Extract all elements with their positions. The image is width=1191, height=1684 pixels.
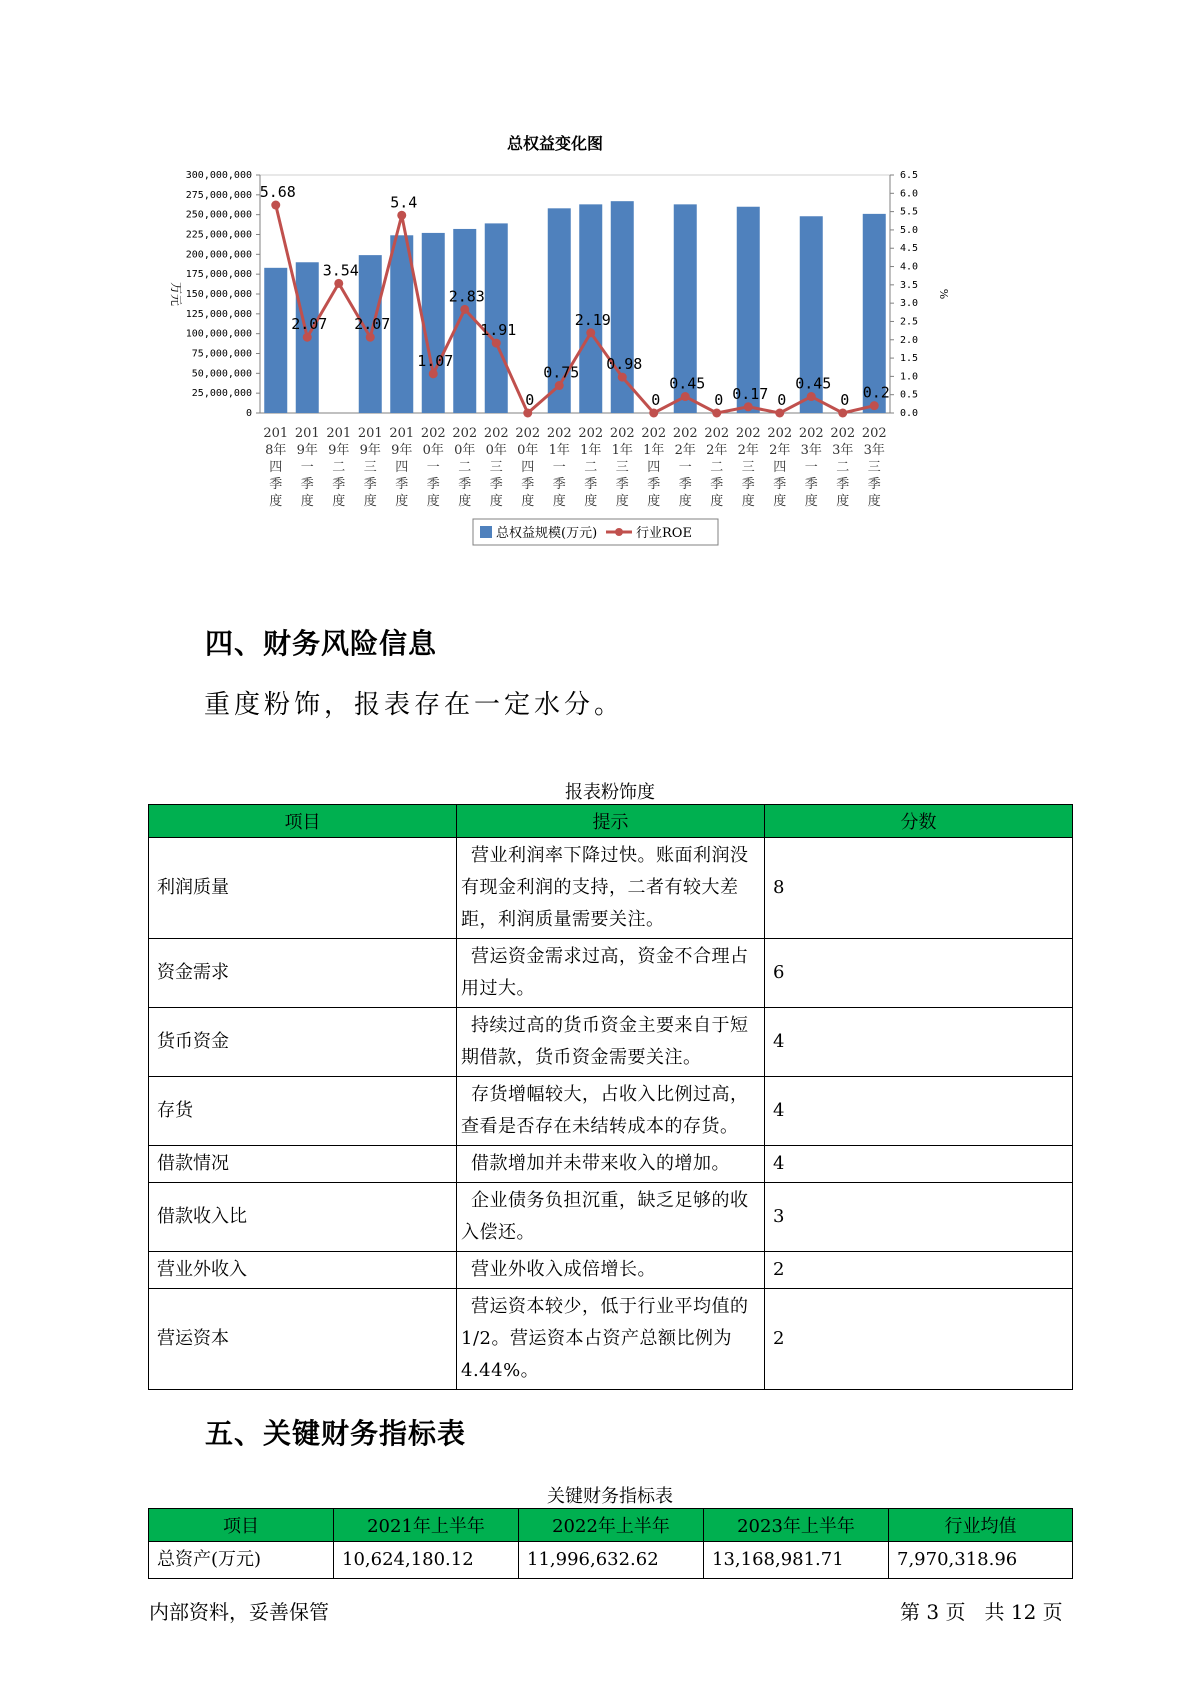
y2-tick-label: 2.0	[900, 334, 919, 346]
y2-tick-label: 0.0	[900, 408, 919, 419]
roe-point	[303, 333, 312, 342]
roe-data-label: 2.19	[574, 310, 611, 329]
indicator-header: 行业均值	[889, 1509, 1073, 1542]
roe-point	[618, 373, 627, 382]
x-tick-label: 202 1年二季度	[578, 426, 604, 509]
roe-data-label: 0	[840, 391, 850, 409]
x-tick-label: 201 8年四季度	[263, 426, 289, 509]
roe-point	[429, 369, 438, 378]
indicator-header: 2021年上半年	[334, 1509, 519, 1542]
chart-title: 总权益变化图	[506, 134, 604, 153]
risk-score-cell: 4	[765, 1008, 1073, 1077]
roe-point	[366, 333, 375, 342]
equity-chart	[160, 130, 960, 560]
roe-point	[271, 201, 280, 210]
roe-point	[460, 305, 469, 314]
y-axis-title: 万元	[169, 281, 183, 307]
x-tick-label: 201 9年四季度	[389, 426, 415, 509]
x-tick-label: 201 9年一季度	[294, 426, 320, 509]
roe-data-label: 0	[714, 391, 724, 409]
roe-data-label: 0	[525, 391, 535, 409]
y2-tick-label: 6.0	[900, 188, 919, 200]
indicator-cell: 10,624,180.12	[334, 1542, 519, 1579]
risk-hint-cell: 持续过高的货币资金主要来自于短期借款，货币资金需要关注。	[457, 1008, 765, 1077]
bar-equity	[264, 268, 287, 413]
risk-hint-cell: 营运资本较少，低于行业平均值的1/2。营运资本占资产总额比例为4.44%。	[457, 1289, 765, 1390]
risk-row	[149, 1183, 1073, 1252]
risk-item-cell: 货币资金	[149, 1008, 457, 1077]
x-tick-label: 202 0年三季度	[483, 426, 509, 509]
risk-item-cell: 借款情况	[149, 1146, 457, 1183]
y2-tick-label: 2.5	[900, 316, 919, 328]
y-tick-label: 75,000,000	[191, 348, 252, 360]
y-tick-label: 225,000,000	[185, 229, 252, 241]
risk-hint-cell: 借款增加并未带来收入的增加。	[457, 1146, 765, 1183]
y-tick-label: 125,000,000	[185, 308, 252, 320]
y-tick-label: 0	[245, 408, 252, 419]
risk-row	[149, 1289, 1073, 1390]
roe-point	[744, 402, 753, 411]
y-tick-label: 100,000,000	[185, 328, 252, 340]
legend-label-equity: 总权益规模(万元)	[496, 526, 598, 541]
risk-item-cell: 存货	[149, 1077, 457, 1146]
footer-page-number: 第 3 页 共 12 页	[900, 1600, 1063, 1624]
x-tick-label: 202 2年四季度	[767, 426, 793, 509]
legend-label-roe: 行业ROE	[636, 526, 692, 541]
section5-heading: 五、关键财务指标表	[205, 1417, 467, 1450]
roe-data-label: 0.45	[669, 374, 706, 393]
roe-data-label: 0.45	[795, 374, 832, 393]
risk-row	[149, 838, 1073, 939]
risk-header-score: 分数	[765, 805, 1073, 838]
x-tick-label: 201 9年三季度	[357, 426, 383, 509]
y-tick-label: 250,000,000	[185, 209, 252, 221]
indicator-table	[148, 1508, 1073, 1579]
risk-score-cell: 6	[765, 939, 1073, 1008]
roe-data-label: 0	[651, 391, 661, 409]
risk-item-cell: 营业外收入	[149, 1252, 457, 1289]
roe-data-label: 2.07	[291, 315, 328, 334]
indicator-cell: 11,996,632.62	[519, 1542, 704, 1579]
roe-point	[775, 409, 784, 418]
y2-tick-label: 1.5	[900, 353, 919, 365]
risk-row	[149, 1146, 1073, 1183]
bar-equity	[453, 229, 476, 413]
risk-table-caption: 报表粉饰度	[565, 782, 655, 803]
roe-point	[555, 381, 564, 390]
risk-summary: 重度粉饰，报表存在一定水分。	[204, 690, 625, 720]
risk-item-cell: 借款收入比	[149, 1183, 457, 1252]
risk-table	[148, 804, 1073, 1390]
y-tick-label: 300,000,000	[185, 170, 252, 181]
bar-equity	[485, 223, 508, 413]
risk-score-cell: 4	[765, 1077, 1073, 1146]
indicator-header: 2023年上半年	[704, 1509, 889, 1542]
y2-tick-label: 5.0	[900, 224, 919, 236]
y-tick-label: 150,000,000	[185, 289, 252, 300]
roe-point	[586, 328, 595, 337]
y2-tick-label: 4.5	[900, 243, 919, 255]
roe-data-label: 0	[777, 391, 787, 409]
y2-tick-label: 0.5	[900, 389, 919, 401]
x-tick-label: 202 0年一季度	[420, 426, 446, 509]
roe-data-label: 1.07	[417, 351, 454, 370]
risk-item-cell: 资金需求	[149, 939, 457, 1008]
x-tick-label: 202 1年三季度	[609, 426, 635, 509]
risk-row	[149, 1252, 1073, 1289]
y2-tick-label: 3.0	[900, 298, 919, 310]
risk-hint-cell: 企业债务负担沉重，缺乏足够的收入偿还。	[457, 1183, 765, 1252]
indicator-cell: 7,970,318.96	[889, 1542, 1073, 1579]
roe-data-label: 0.98	[606, 355, 643, 374]
risk-hint-cell: 营运资金需求过高，资金不合理占用过大。	[457, 939, 765, 1008]
roe-point	[334, 279, 343, 288]
roe-data-label: 0.75	[543, 363, 580, 382]
risk-hint-cell: 存货增幅较大，占收入比例过高，查看是否存在未结转成本的存货。	[457, 1077, 765, 1146]
roe-data-label: 0.17	[732, 384, 769, 403]
roe-point	[838, 409, 847, 418]
y-tick-label: 200,000,000	[185, 249, 252, 261]
indicator-cell: 总资产(万元)	[149, 1542, 334, 1579]
risk-score-cell: 3	[765, 1183, 1073, 1252]
roe-data-label: 5.68	[259, 183, 296, 202]
section4-heading: 四、财务风险信息	[205, 627, 438, 660]
risk-score-cell: 2	[765, 1252, 1073, 1289]
legend-swatch-roe-dot	[615, 528, 623, 536]
risk-header-hint: 提示	[457, 805, 765, 838]
roe-point	[397, 211, 406, 220]
x-tick-label: 202 1年四季度	[641, 426, 667, 509]
legend-swatch-equity	[480, 526, 492, 538]
x-tick-label: 202 3年一季度	[798, 426, 824, 509]
y-tick-label: 175,000,000	[185, 269, 252, 281]
x-tick-label: 202 3年三季度	[861, 426, 887, 509]
risk-item-cell: 利润质量	[149, 838, 457, 939]
y2-tick-label: 1.0	[900, 371, 919, 383]
risk-score-cell: 2	[765, 1289, 1073, 1390]
risk-score-cell: 8	[765, 838, 1073, 939]
risk-score-cell: 4	[765, 1146, 1073, 1183]
x-tick-label: 202 3年二季度	[830, 426, 856, 509]
y2-tick-label: 3.5	[900, 279, 919, 291]
y-tick-label: 275,000,000	[185, 189, 252, 201]
risk-header-item: 项目	[149, 805, 457, 838]
risk-row	[149, 1077, 1073, 1146]
y2-tick-label: 5.5	[900, 206, 919, 218]
x-tick-label: 202 2年三季度	[735, 426, 761, 509]
roe-point	[870, 401, 879, 410]
indicator-cell: 13,168,981.71	[704, 1542, 889, 1579]
x-tick-label: 202 1年一季度	[546, 426, 572, 509]
x-tick-label: 202 0年二季度	[452, 426, 478, 509]
risk-row	[149, 939, 1073, 1008]
roe-data-label: 5.4	[390, 193, 418, 212]
y2-tick-label: 6.5	[900, 170, 919, 181]
roe-point	[712, 409, 721, 418]
risk-hint-cell: 营业利润率下降过快。账面利润没有现金利润的支持，二者有较大差距，利润质量需要关注。	[457, 838, 765, 939]
roe-data-label: 1.91	[480, 321, 517, 340]
bar-equity	[579, 204, 602, 413]
roe-point	[523, 409, 532, 418]
roe-point	[492, 339, 501, 348]
x-tick-label: 202 2年一季度	[672, 426, 698, 509]
bar-equity	[422, 233, 445, 413]
y-tick-label: 25,000,000	[191, 388, 252, 400]
footer-confidential: 内部资料，妥善保管	[149, 1600, 329, 1624]
indicator-header: 2022年上半年	[519, 1509, 704, 1542]
risk-hint-cell: 营业外收入成倍增长。	[457, 1252, 765, 1289]
risk-item-cell: 营运资本	[149, 1289, 457, 1390]
roe-point	[681, 392, 690, 401]
y2-tick-label: 4.0	[900, 261, 919, 273]
roe-data-label: 2.07	[354, 315, 391, 334]
bar-equity	[737, 207, 760, 413]
roe-point	[649, 409, 658, 418]
roe-data-label: 3.54	[322, 261, 359, 280]
indicator-row	[149, 1542, 1073, 1579]
x-tick-label: 202 0年四季度	[515, 426, 541, 509]
x-tick-label: 201 9年二季度	[326, 426, 352, 509]
y2-axis-title: %	[937, 288, 950, 300]
indicator-header: 项目	[149, 1509, 334, 1542]
roe-data-label: 0.2	[862, 383, 890, 402]
roe-data-label: 2.83	[448, 287, 485, 306]
roe-point	[807, 392, 816, 401]
risk-row	[149, 1008, 1073, 1077]
indicator-table-caption: 关键财务指标表	[547, 1486, 673, 1507]
x-tick-label: 202 2年二季度	[704, 426, 730, 509]
y-tick-label: 50,000,000	[191, 368, 252, 380]
